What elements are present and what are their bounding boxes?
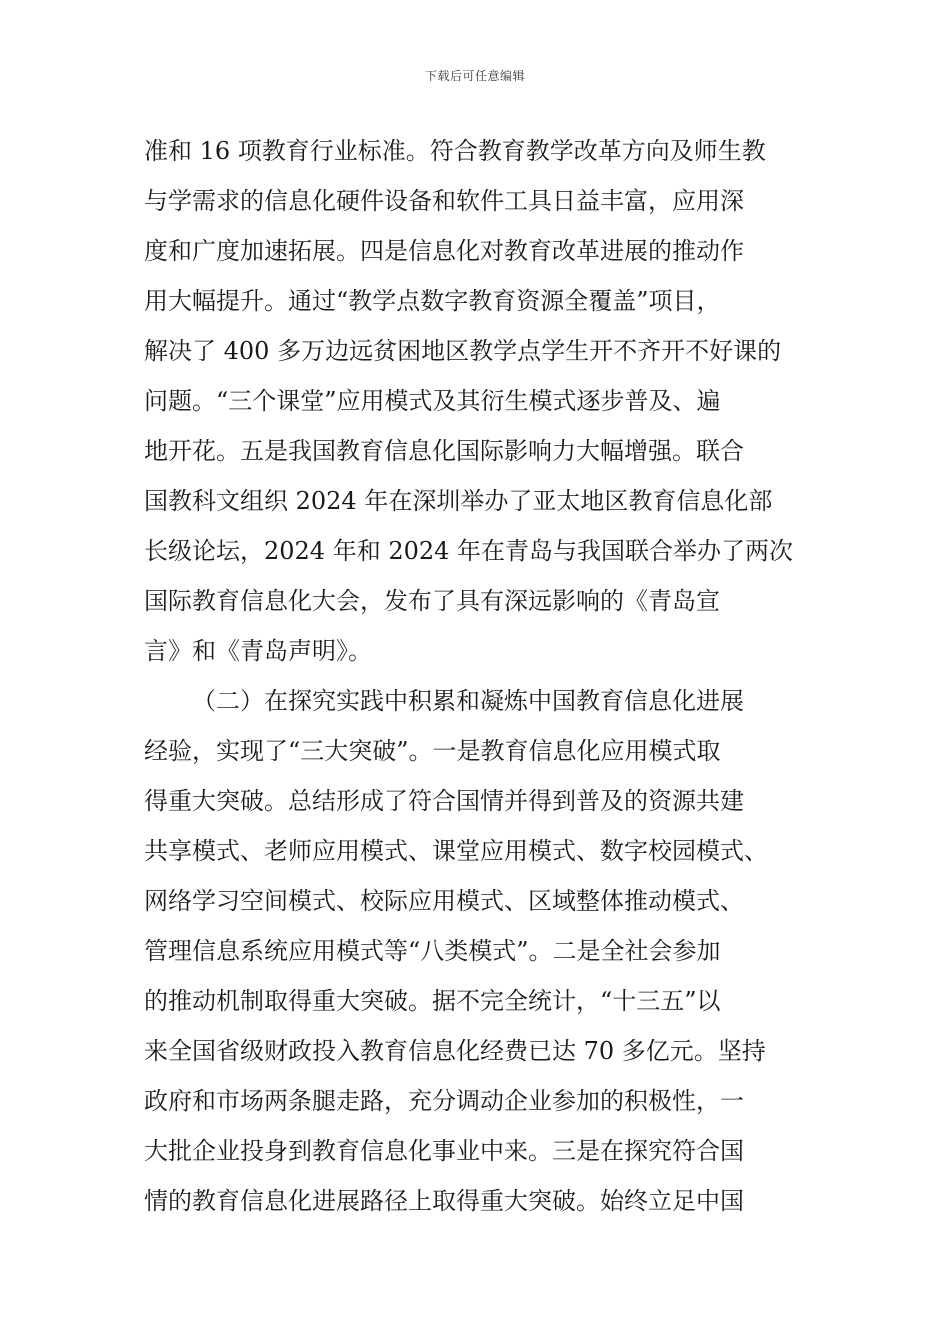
text-line: 长级论坛，2024 年和 2024 年在青岛与我国联合举办了两次 (144, 537, 794, 565)
text-line: 情的教育信息化进展路径上取得重大突破。始终立足中国 (144, 1187, 744, 1215)
text-line: 地开花。五是我国教育信息化国际影响力大幅增强。联合 (144, 437, 744, 465)
text-line: 问题。“三个课堂”应用模式及其衍生模式逐步普及、遍 (144, 387, 721, 415)
text-line: 管理信息系统应用模式等“八类模式”。二是全社会参加 (144, 937, 721, 965)
text-line: 用大幅提升。通过“教学点数字教育资源全覆盖”项目， (144, 287, 721, 315)
text-line: 政府和市场两条腿走路，充分调动企业参加的积极性，一 (144, 1087, 744, 1115)
document-body (144, 126, 814, 1226)
text-line: 度和广度加速拓展。四是信息化对教育改革进展的推动作 (144, 237, 744, 265)
text-line: 来全国省级财政投入教育信息化经费已达 70 多亿元。坚持 (144, 1037, 766, 1065)
text-line: 网络学习空间模式、校际应用模式、区域整体推动模式、 (144, 887, 744, 915)
text-line: 解决了 400 多万边远贫困地区教学点学生开不齐开不好课的 (144, 337, 782, 365)
text-line: 大批企业投身到教育信息化事业中来。三是在探究符合国 (144, 1137, 744, 1165)
text-line: 的推动机制取得重大突破。据不完全统计，“十三五”以 (144, 987, 721, 1015)
text-line: 言》和《青岛声明》。 (144, 637, 372, 665)
text-line: 准和 16 项教育行业标准。符合教育教学改革方向及师生教 (144, 137, 766, 165)
text-line: 得重大突破。总结形成了符合国情并得到普及的资源共建 (144, 787, 744, 815)
text-line: 与学需求的信息化硬件设备和软件工具日益丰富，应用深 (144, 187, 744, 215)
text-line: （二）在探究实践中积累和凝炼中国教育信息化进展 (192, 687, 744, 715)
text-line: 国际教育信息化大会，发布了具有深远影响的《青岛宣 (144, 587, 720, 615)
text-line: 经验，实现了“三大突破”。一是教育信息化应用模式取 (144, 737, 721, 765)
text-line: 国教科文组织 2024 年在深圳举办了亚太地区教育信息化部 (144, 487, 773, 515)
text-line: 共享模式、老师应用模式、课堂应用模式、数字校园模式、 (144, 837, 768, 865)
page-header: 下载后可任意编辑 (424, 69, 525, 83)
